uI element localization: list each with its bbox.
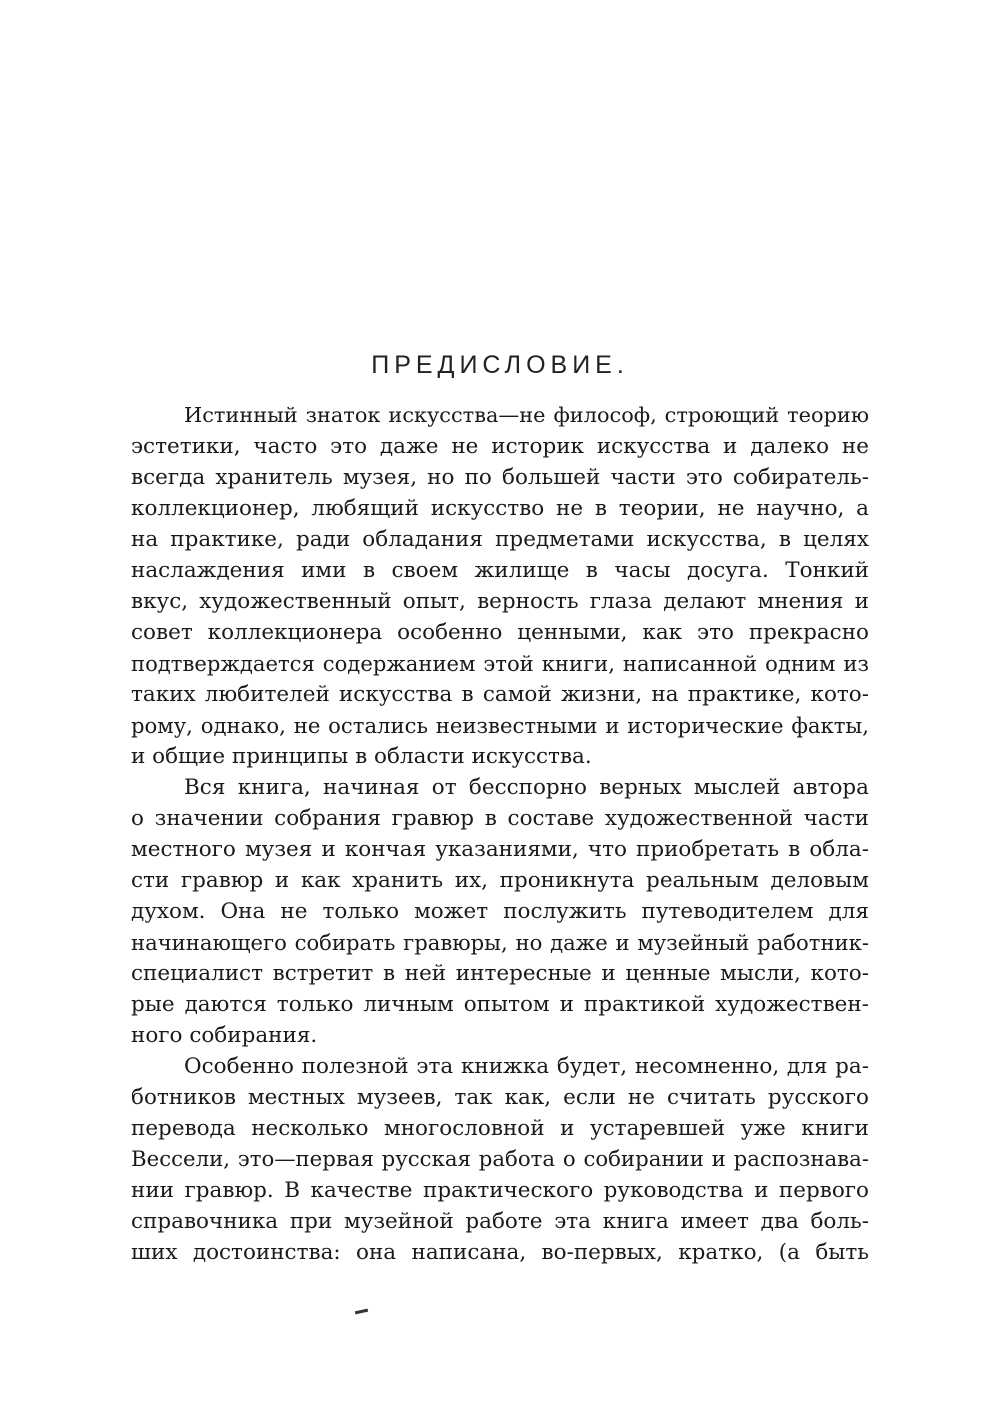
text-line: духом. Она не только может послужить путеводителем для xyxy=(131,899,869,924)
text-line: эстетики, часто это даже не историк искусства и далеко не xyxy=(131,434,869,459)
text-line: Особенно полезной эта книжка будет, несомненно, для ра- xyxy=(184,1054,869,1079)
text-line: ших достоинства: она написана, во-первых, кратко, (а быть xyxy=(131,1240,869,1265)
text-line: начинающего собирать гравюры, но даже и музейный работник- xyxy=(131,930,869,955)
ink-mark xyxy=(355,1309,368,1315)
page-title: ПРЕДИСЛОВИЕ. xyxy=(371,350,629,379)
text-line: о значении собрания гравюр в составе художественной части xyxy=(131,806,869,831)
text-line: рому, однако, не остались неизвестными и исторические факты, xyxy=(131,713,869,738)
text-line: коллекционер, любящий искусство не в теории, не научно, а xyxy=(131,496,869,521)
text-line: ного собирания. xyxy=(131,1023,318,1048)
text-line: специалист встретит в ней интересные и ценные мысли, кото- xyxy=(131,961,869,986)
text-line: Вся книга, начиная от бесспорно верных мыслей автора xyxy=(184,775,869,800)
text-line: и общие принципы в области искусства. xyxy=(131,744,592,769)
text-line: ботников местных музеев, так как, если не считать русского xyxy=(131,1085,869,1110)
text-line: таких любителей искусства в самой жизни, на практике, кото- xyxy=(131,682,869,707)
text-line: вкус, художественный опыт, верность глаза делают мнения и xyxy=(131,589,869,614)
text-line: перевода несколько многословной и устаревшей уже книги xyxy=(131,1116,869,1141)
text-line: местного музея и кончая указаниями, что приобретать в обла- xyxy=(131,837,869,862)
text-line: справочника при музейной работе эта книга имеет два боль- xyxy=(131,1209,869,1234)
text-line: наслаждения ими в своем жилище в часы досуга. Тонкий xyxy=(131,558,869,583)
text-line: сти гравюр и как хранить их, проникнута реальным деловым xyxy=(131,868,869,893)
text-line: подтверждается содержанием этой книги, написанной одним из xyxy=(131,651,869,676)
text-line: нии гравюр. В качестве практического руководства и первого xyxy=(131,1178,869,1203)
text-line: рые даются только личным опытом и практикой художествен- xyxy=(131,992,869,1017)
text-line: на практике, ради обладания предметами искусства, в целях xyxy=(131,527,869,552)
text-line: Вессели, это—первая русская работа о собирании и распознава- xyxy=(131,1147,869,1172)
text-line: Истинный знаток искусства—не философ, строющий теорию xyxy=(184,403,869,427)
body-text xyxy=(131,400,869,1268)
text-line: совет коллекционера особенно ценными, как это прекрасно xyxy=(131,620,869,645)
text-line: всегда хранитель музея, но по большей части это собиратель- xyxy=(131,465,869,490)
